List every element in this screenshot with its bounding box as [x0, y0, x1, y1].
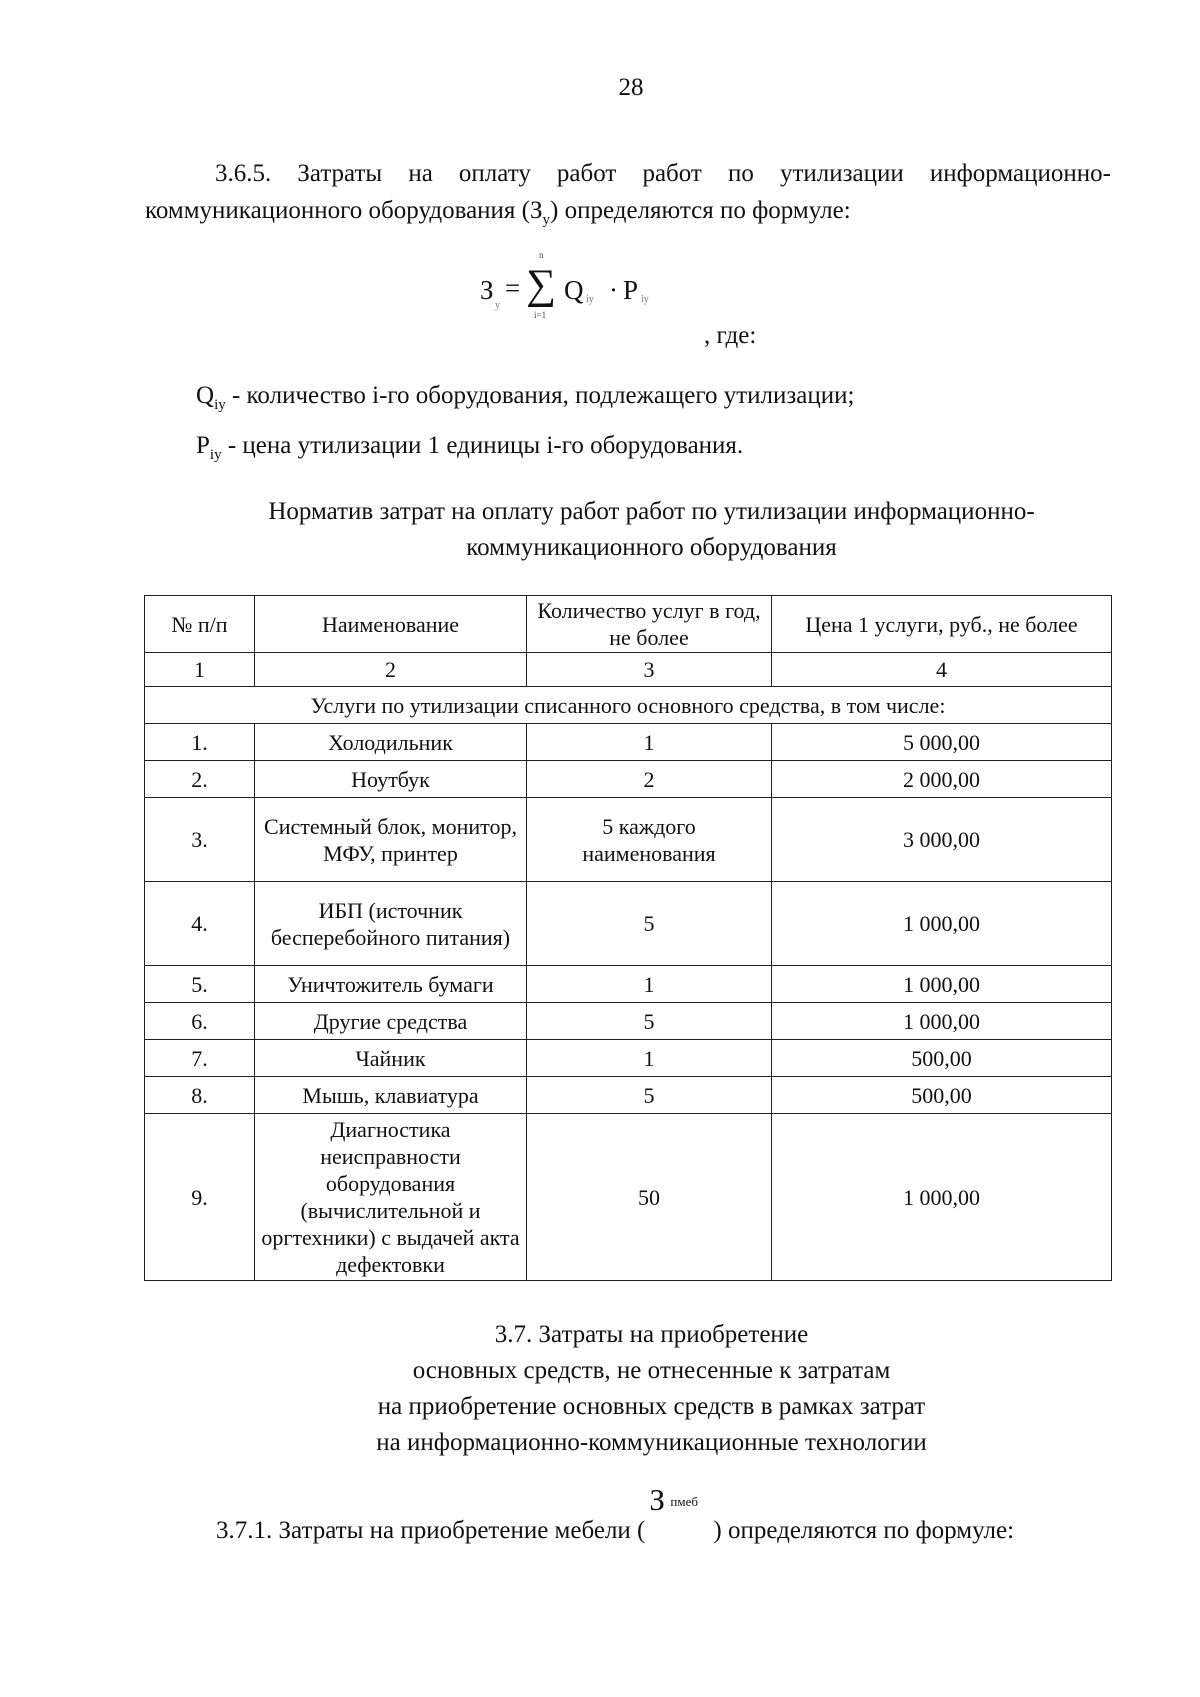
row-quantity: 1	[527, 724, 772, 761]
formula-p-sub: iу	[641, 294, 649, 305]
row-number: 6.	[145, 1003, 255, 1040]
row-price: 5 000,00	[772, 724, 1112, 761]
heading-line: основных средств, не отнесенные к затратам	[412, 1357, 891, 1384]
furniture-cost-symbol	[645, 1482, 713, 1538]
section-heading-3-7	[190, 1317, 1113, 1461]
definition-p	[196, 432, 743, 464]
group-row	[145, 687, 1112, 724]
table-row	[145, 1077, 1112, 1114]
row-number: 7.	[145, 1040, 255, 1077]
formula-lhs-sub: у	[495, 300, 500, 311]
page-number: 28	[618, 74, 644, 101]
formula-q-sub: iу	[586, 294, 594, 305]
table-row	[145, 882, 1112, 966]
table-row	[145, 761, 1112, 798]
formula-lhs: З	[480, 275, 494, 305]
header-cell: Цена 1 услуги, руб., не более	[772, 596, 1112, 653]
subscript: у	[542, 212, 551, 228]
heading-line: на информационно-коммуникационные технологии	[376, 1429, 927, 1456]
row-number: 1.	[145, 724, 255, 761]
row-quantity: 50	[527, 1114, 772, 1281]
paragraph-line-2	[145, 192, 1111, 239]
formula-sigma-upper: n	[539, 250, 544, 260]
table-row	[145, 1040, 1112, 1077]
table-row	[145, 966, 1112, 1003]
formula-where: , где:	[704, 322, 757, 349]
caption-line: коммуникационного оборудования	[466, 534, 837, 561]
row-name: Чайник	[255, 1040, 527, 1077]
text: ) определяются по формуле:	[713, 1517, 1015, 1544]
paragraph-3-7-1	[216, 1482, 1015, 1545]
header-cell: № п/п	[145, 596, 255, 653]
row-number: 5.	[145, 966, 255, 1003]
formula-equals: =	[505, 273, 521, 303]
formula-sigma-lower: i=1	[534, 310, 547, 320]
row-name: Холодильник	[255, 724, 527, 761]
symbol: P	[196, 432, 210, 459]
subscript: пмеб	[670, 1494, 698, 1509]
row-number: 3.	[145, 798, 255, 882]
row-quantity: 1	[527, 1040, 772, 1077]
row-price: 1 000,00	[772, 966, 1112, 1003]
row-price: 500,00	[772, 1077, 1112, 1114]
formula-q: Q	[564, 275, 584, 305]
text: коммуникационного оборудования (З	[145, 197, 543, 224]
row-name: Мышь, клавиатура	[255, 1077, 527, 1114]
row-price: 1 000,00	[772, 1114, 1112, 1281]
heading-line: 3.7. Затраты на приобретение	[494, 1321, 809, 1348]
row-quantity: 5	[527, 1003, 772, 1040]
formula	[480, 250, 680, 345]
row-name: Другие средства	[255, 1003, 527, 1040]
row-price: 2 000,00	[772, 761, 1112, 798]
row-name: ИБП (источник бесперебойного питания)	[255, 882, 527, 966]
table-row	[145, 1114, 1112, 1281]
subscript: iy	[209, 447, 222, 463]
row-name: Диагностика неисправности оборудования (вычислительной и оргтехники) с выдачей акта дефектовки	[255, 1114, 527, 1281]
column-number: 4	[772, 653, 1112, 687]
header-cell: Количество услуг в год, не более	[527, 596, 772, 653]
heading-line: на приобретение основных средств в рамках затрат	[377, 1393, 926, 1420]
table-row	[145, 798, 1112, 882]
table-row	[145, 724, 1112, 761]
column-number: 1	[145, 653, 255, 687]
group-cell: Услуги по утилизации списанного основного средства, в том числе:	[145, 687, 1112, 724]
paragraph-line-1: 3.6.5. Затраты на оплату работ работ по утилизации информационно-	[215, 160, 1111, 187]
row-price: 1 000,00	[772, 1003, 1112, 1040]
subscript: iy	[214, 397, 226, 413]
row-name: Системный блок, монитор, МФУ, принтер	[255, 798, 527, 882]
row-price: 500,00	[772, 1040, 1112, 1077]
table-header-row	[145, 596, 1112, 653]
definition-text: - цена утилизации 1 единицы i-го оборудования.	[221, 432, 744, 459]
column-number-row	[145, 653, 1112, 687]
row-quantity: 5	[527, 882, 772, 966]
column-number: 3	[527, 653, 772, 687]
row-quantity: 1	[527, 966, 772, 1003]
text: 3.7.1. Затраты на приобретение мебели (	[216, 1517, 646, 1544]
formula-p: P	[623, 275, 639, 305]
symbol: Q	[196, 382, 215, 409]
header-cell: Наименование	[255, 596, 527, 653]
row-number: 2.	[145, 761, 255, 798]
row-price: 1 000,00	[772, 882, 1112, 966]
row-quantity: 2	[527, 761, 772, 798]
symbol: З	[649, 1482, 665, 1517]
row-number: 4.	[145, 882, 255, 966]
row-number: 9.	[145, 1114, 255, 1281]
norms-table	[144, 595, 1112, 1281]
row-name: Ноутбук	[255, 761, 527, 798]
table-row	[145, 1003, 1112, 1040]
table-caption	[195, 494, 1108, 566]
formula-dot: ·	[609, 275, 618, 305]
formula-sigma: ∑	[526, 262, 556, 308]
row-price: 3 000,00	[772, 798, 1112, 882]
row-name: Уничтожитель бумаги	[255, 966, 527, 1003]
text: ) определяются по формуле:	[550, 197, 851, 224]
row-quantity: 5	[527, 1077, 772, 1114]
caption-line: Норматив затрат на оплату работ работ по утилизации информационно-	[268, 498, 1035, 525]
row-quantity: 5 каждого наименования	[527, 798, 772, 882]
column-number: 2	[255, 653, 527, 687]
definition-text: - количество i-го оборудования, подлежащего утилизации;	[225, 382, 855, 409]
paragraph-3-6-5	[145, 155, 1111, 239]
definition-q	[196, 382, 854, 414]
row-number: 8.	[145, 1077, 255, 1114]
